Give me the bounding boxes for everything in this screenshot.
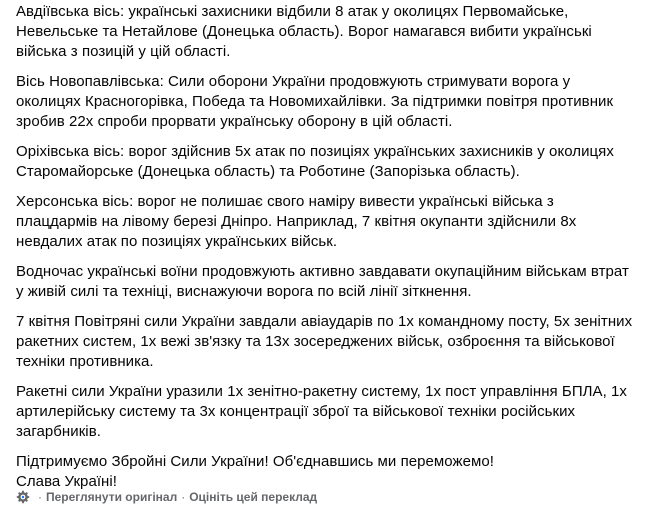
- post-paragraph-avdiivka: Авдіївська вісь: українські захисники відбили 8 атак у околицях Первомайське, Невельське та Нетайлове (Донецька область). Ворог намагався вибити українські війська з позицій у цій області.: [16, 3, 592, 60]
- closing-line-glory: Слава Україні!: [16, 473, 117, 490]
- translation-bar: [16, 489, 317, 505]
- rate-translation-link[interactable]: Оцініть цей переклад: [189, 490, 318, 504]
- post-paragraph-closing: [16, 452, 638, 492]
- translation-separator-leading: ·: [38, 490, 42, 504]
- post-paragraph-attrition: Водночас українські воїни продовжують активно завдавати окупаційним військам втрат у живій силі та техніці, виснажуючи ворога по всій лінії зіткнення.: [16, 263, 629, 300]
- post-paragraph-orikhiv: Оріхівська вісь: ворог здійснив 5х атак по позиціях українських захисників у околицях Старомайорське (Донецька область) та Роботине (Запорізька область).: [16, 143, 614, 180]
- translate-gear-icon: [16, 490, 30, 504]
- view-original-link[interactable]: Переглянути оригінал: [46, 490, 178, 504]
- translation-separator: ·: [181, 490, 186, 504]
- post-paragraph-air-force: 7 квітня Повітряні сили України завдали авіаударів по 1х командному посту, 5х зенітних ракетних систем, 1х вежі зв'язку та 13х зосереджених військ, озброєння та військової техніки противника.: [16, 313, 633, 370]
- post-paragraph-novopavlivka: Вісь Новопавлівська: Сили оборони України продовжують стримувати ворога у околицях Красногорівка, Победа та Новомихайлівки. За підтримки повітря противник зробив 22х спроби прорвати українську оборону в цій області.: [16, 73, 614, 130]
- post-paragraph-kherson: Херсонська вісь: ворог не полишає свого наміру вивести українські війська з плацдармів на лівому березі Дніпро. Наприклад, 7 квітня окупанти здійснили 8х невдалих атак по позиціях українських військ.: [16, 193, 577, 250]
- closing-line-support: Підтримуємо Збройні Сили України! Об'єднавшись ми переможемо!: [16, 453, 494, 470]
- post-paragraph-missile-forces: Ракетні сили України уразили 1х зенітно-ракетну систему, 1х пост управління БПЛА, 1х артилерійську систему та 3х концентрації зброї та військової техніки російських загарбників.: [16, 383, 627, 440]
